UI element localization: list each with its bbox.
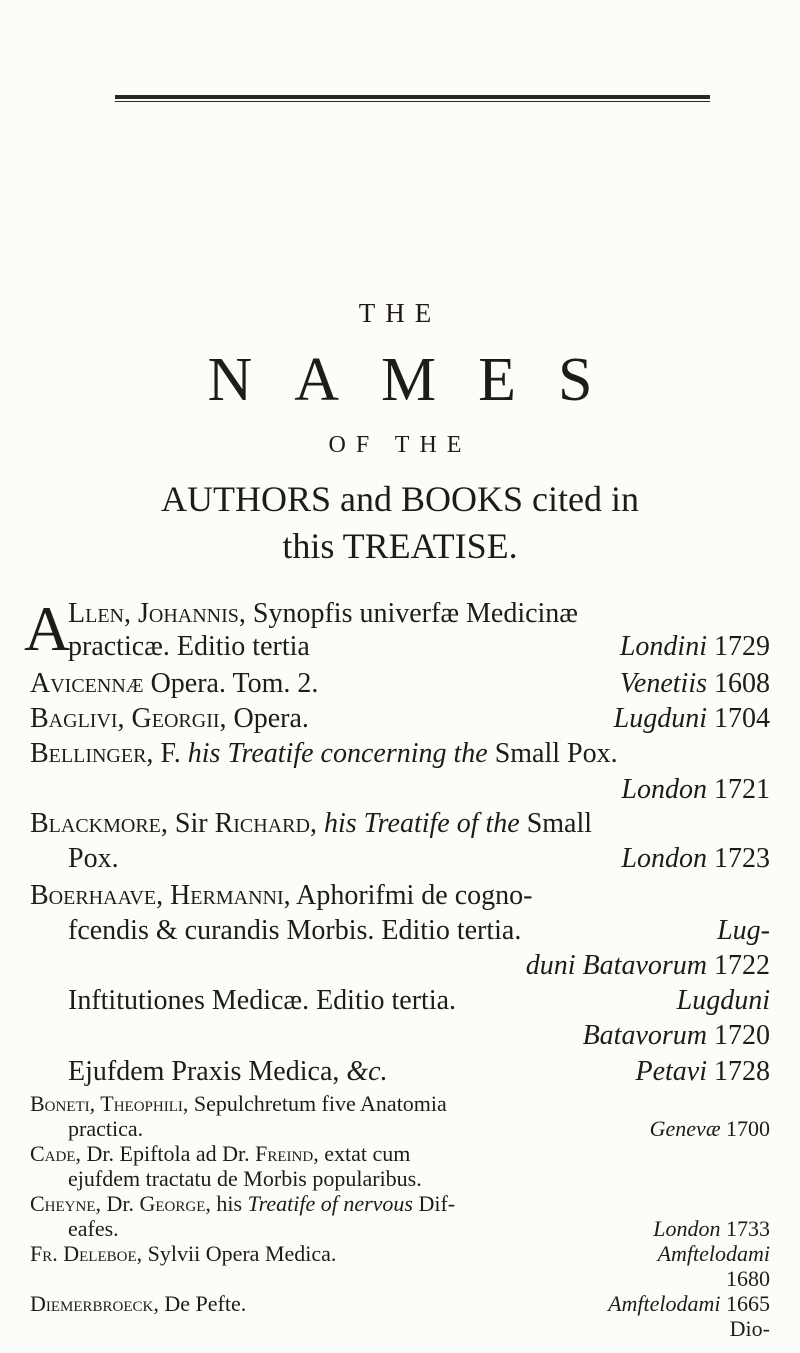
- entry-blackmore: Blackmore, Sir Richard, his Treatife of the Small: [30, 808, 593, 839]
- title-treatise: this TREATISE.: [282, 526, 518, 566]
- entry-boneti-cont: practica.: [68, 1116, 144, 1141]
- entry-blackmore-imprint: London 1723: [621, 843, 770, 874]
- entry-cade: Cade, Dr. Epiftola ad Dr. Freind, extat cum: [30, 1141, 411, 1166]
- entry-bellinger: Bellinger, F. his Treatife concerning the Small Pox.: [30, 738, 618, 769]
- title-authors: AUTHORS and BOOKS cited in: [161, 479, 639, 519]
- entry-diemerbroeck-place: Amftelodami: [608, 1291, 721, 1316]
- entry-avicenna-imprint: Venetiis 1608: [619, 668, 770, 699]
- entry-boerhaave-imprint: duni Batavorum 1722: [525, 950, 770, 981]
- entry-boerhaave-cont: fcendis & curandis Morbis. Editio tertia.: [68, 915, 522, 946]
- top-rule-thick: [115, 95, 710, 99]
- entry-praxis-imprint: Petavi 1728: [635, 1056, 770, 1087]
- entry-bellinger-imprint: London 1721: [621, 774, 770, 805]
- entry-cade-cont: ejufdem tractatu de Morbis popularibus.: [68, 1166, 422, 1191]
- entry-institutiones-place: Lugduni: [676, 985, 770, 1016]
- entry-boerhaave-place: Lug-: [717, 915, 770, 946]
- entry-diemerbroeck-year: 1665: [720, 1291, 770, 1316]
- entry-praxis: Ejufdem Praxis Medica, &c.: [68, 1056, 388, 1087]
- entry-cheyne-cont: eafes.: [68, 1216, 119, 1241]
- title-of-the: OF THE: [328, 432, 472, 458]
- entry-baglivi-imprint: Lugduni 1704: [613, 703, 770, 734]
- title-the: THE: [358, 298, 442, 328]
- entry-blackmore-cont: Pox.: [68, 843, 119, 874]
- entry-diemerbroeck-imprint: [608, 1293, 770, 1315]
- title-names: NAMES: [207, 346, 635, 414]
- entry-institutiones-imprint: Batavorum 1720: [582, 1020, 770, 1051]
- entry-baglivi: Baglivi, Georgii, Opera.: [30, 703, 309, 734]
- entry-allen-cont: practicæ. Editio tertia: [68, 631, 310, 662]
- drop-cap: A: [24, 593, 71, 664]
- entry-boneti-imprint: Genevæ 1700: [649, 1116, 770, 1141]
- entry-deleboe-place: Amftelodami: [657, 1241, 770, 1266]
- entry-deleboe-year: 1680: [726, 1266, 770, 1291]
- entry-cheyne-imprint: London 1733: [653, 1216, 770, 1241]
- entry-institutiones: Inftitutiones Medicæ. Editio tertia.: [68, 985, 457, 1016]
- top-rule-thin: [115, 101, 710, 102]
- entry-avicenna: Avicennæ Opera. Tom. 2.: [30, 668, 319, 699]
- entry-boneti: Boneti, Theophili, Sepulchretum five Anatomia: [30, 1091, 447, 1116]
- entry-dio: Dio-: [729, 1316, 770, 1341]
- entry-boerhaave: Boerhaave, Hermanni, Aphorifmi de cogno-: [30, 880, 533, 911]
- entry-cheyne: Cheyne, Dr. George, his Treatife of nervous Dif-: [30, 1191, 456, 1216]
- entry-diemerbroeck: Diemerbroeck, De Pefte.: [30, 1291, 247, 1316]
- entry-allen-author: Llen, Johannis, Synopfis univerfæ Medicinæ: [68, 598, 578, 629]
- entry-allen-imprint: Londini 1729: [619, 631, 770, 662]
- entry-deleboe: Fr. Deleboe, Sylvii Opera Medica.: [30, 1241, 337, 1266]
